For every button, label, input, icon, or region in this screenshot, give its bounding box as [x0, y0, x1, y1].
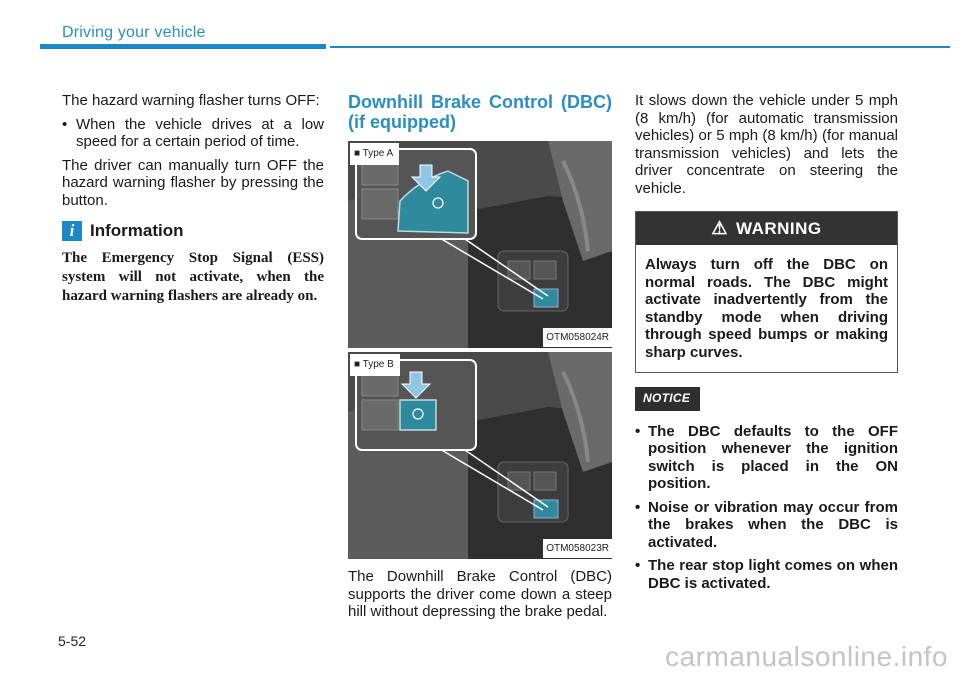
information-icon: i — [62, 221, 82, 241]
information-title: Information — [90, 221, 184, 241]
figure-label: ■ Type B — [350, 354, 400, 376]
header-rule-thin — [330, 46, 950, 48]
information-heading — [62, 221, 324, 241]
figure-code: OTM058024R — [543, 328, 612, 348]
warning-body: Always turn off the DBC on normal roads. The DBC might activate inadvertently from the standby mode when driving through speed bumps or making sharp curves. — [645, 256, 888, 361]
column-left — [62, 92, 324, 306]
notice-label: NOTICE — [635, 387, 700, 411]
list-item: • The rear stop light comes on when DBC is activated. — [635, 557, 898, 592]
warning-header — [636, 212, 897, 245]
console-illustration-b — [348, 352, 612, 559]
warning-title: WARNING — [735, 218, 822, 238]
console-illustration-a — [348, 141, 612, 348]
figure-type-b — [348, 352, 612, 559]
bullet-dot: • — [62, 115, 68, 133]
hazard-intro: The hazard warning flasher turns OFF: — [62, 92, 320, 109]
list-item: • The DBC defaults to the OFF position whenever the ignition switch is placed in the ON position. — [635, 422, 898, 492]
bullet-dot: • — [635, 557, 641, 574]
page-number: 5-52 — [58, 633, 87, 649]
dbc-title: Downhill Brake Control (DBC) (if equipped) — [348, 92, 612, 132]
section-title: Driving your vehicle — [62, 24, 206, 41]
watermark: carmanualsonline.info — [665, 641, 948, 672]
bullet-dot: • — [635, 498, 641, 516]
warning-box — [635, 211, 898, 373]
information-body: The Emergency Stop Signal (ESS) system will not activate, when the hazard warning flashers are already on. — [62, 250, 324, 304]
header-rule-thick — [40, 44, 326, 49]
figure-code: OTM058023R — [543, 539, 612, 559]
dbc-description: The Downhill Brake Control (DBC) supports the driver come down a steep hill without depressing the brake pedal. — [348, 568, 612, 620]
warning-icon: ⚠ — [711, 217, 728, 238]
notice-list — [635, 423, 898, 593]
hazard-manual-off: The driver can manually turn OFF the hazard warning flasher by pressing the button. — [62, 156, 324, 209]
dbc-speed-description: It slows down the vehicle under 5 mph (8 km/h) (for automatic transmission vehicles) or 5 mph (8 km/h) (for manual transmission vehicles) and lets the driver concentrate on steering the vehicle. — [635, 92, 898, 197]
figure-label: ■ Type A — [350, 143, 399, 165]
figure-type-a — [348, 141, 612, 348]
column-right — [635, 92, 898, 598]
list-item: • Noise or vibration may occur from the brakes when the DBC is activated. — [635, 498, 898, 551]
list-item: • When the vehicle drives at a low speed for a certain period of time. — [62, 115, 324, 150]
column-middle — [348, 92, 612, 627]
bullet-dot: • — [635, 422, 641, 440]
